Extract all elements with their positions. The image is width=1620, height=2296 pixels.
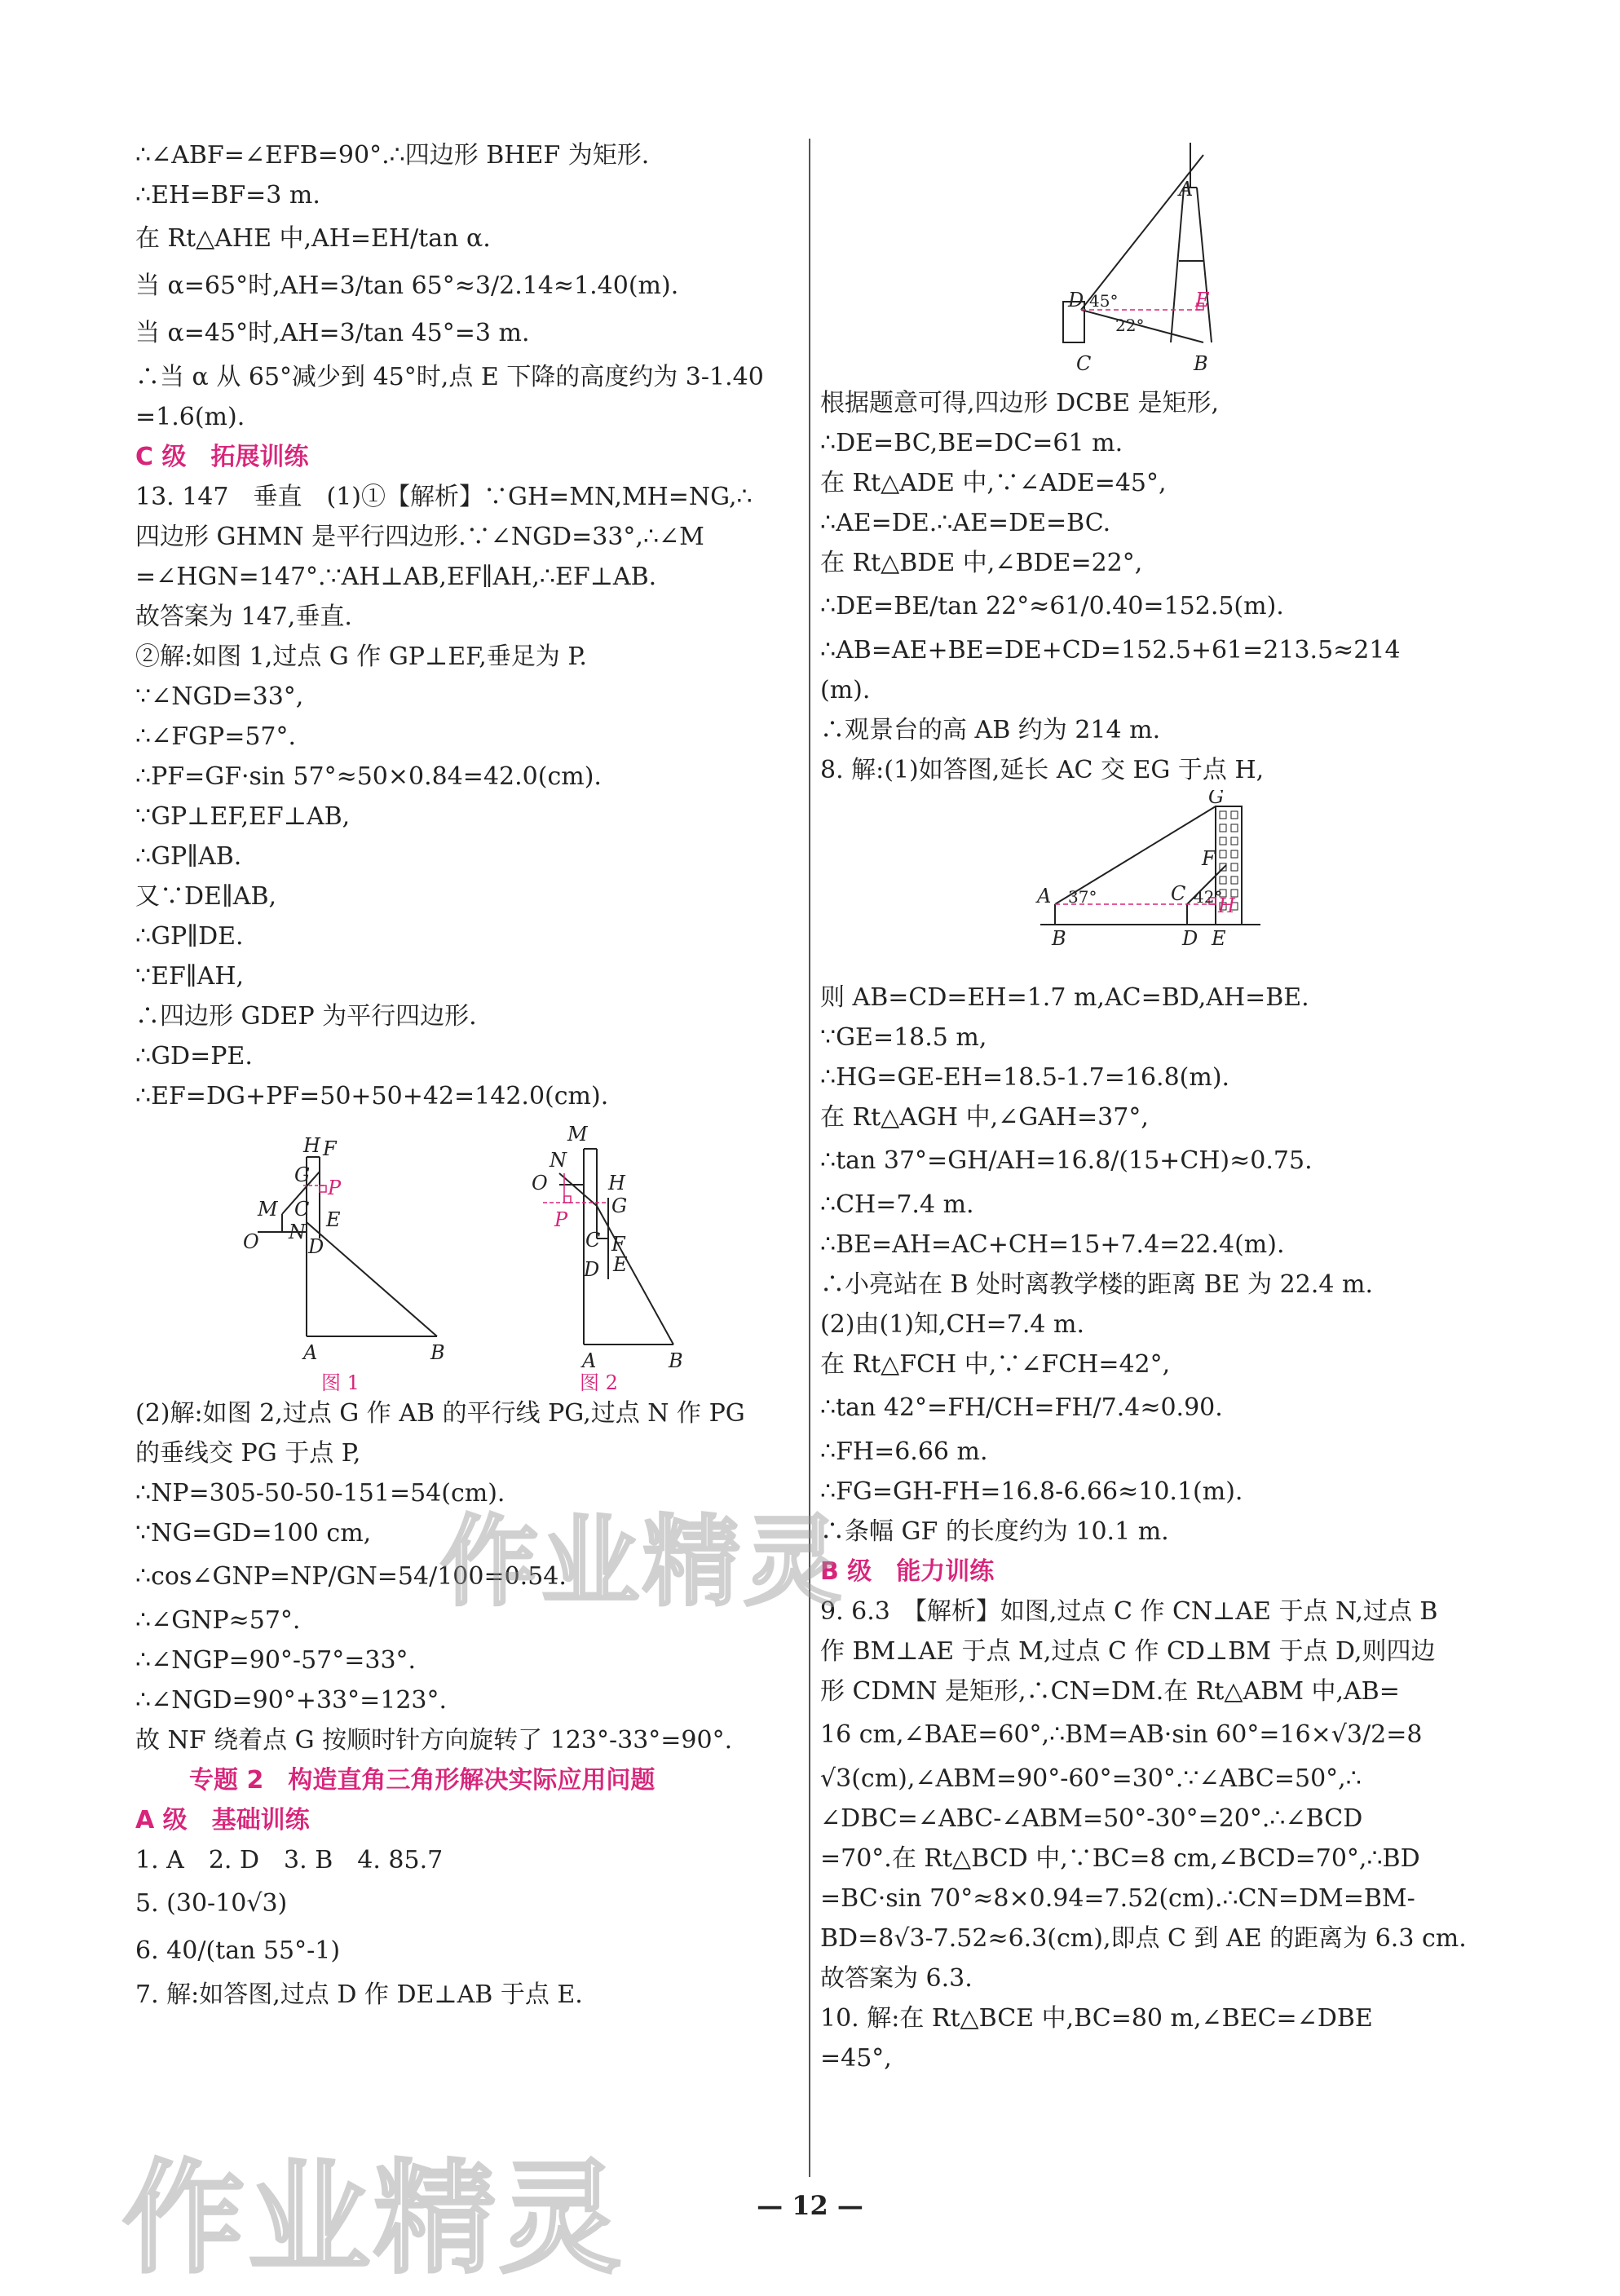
fig2-label: H [608,1172,625,1194]
text-line: 16 cm,∠BAE=60°,∴BM=AB·sin 60°=16×√3/2=8 [820,1720,1423,1749]
text-line: 在 Rt△ADE 中,∵∠ADE=45°, [820,469,1167,497]
building-label: B [1052,927,1066,950]
text-line: ∴∠FGP=57°. [135,722,297,751]
text-line: 13. 147 垂直 (1)①【解析】∵GH=MN,MH=NG,∴ [135,483,753,511]
text-line: 根据题意可得,四边形 DCBE 是矩形, [820,389,1220,417]
fig1-label: F [323,1137,337,1160]
fig2-label: D [584,1258,600,1281]
fig1-label: O [243,1230,259,1253]
tower-label: D [1068,289,1084,311]
text-line: 在 Rt△AHE 中,AH=EH/tan α. [135,224,491,253]
figure-1-and-2-diagram [135,1116,797,1393]
text-line: ∴观景台的高 AB 约为 214 m. [820,716,1161,744]
text-line: 当 α=65°时,AH=3/tan 65°≈3/2.14≈1.40(m). [135,272,679,300]
text-line: 在 Rt△AGH 中,∠GAH=37°, [820,1103,1149,1132]
fig2-label: P [554,1208,568,1231]
text-line: ∴当 α 从 65°减少到 45°时,点 E 下降的高度约为 3-1.40 [135,363,764,391]
text-line: ∴AB=AE+BE=DE+CD=152.5+61=213.5≈214 [820,636,1401,665]
text-line: ∴∠NGD=90°+33°=123°. [135,1686,448,1715]
text-line: 5. (30-10√3) [135,1889,288,1918]
fig2-label: B [669,1349,683,1372]
fig1-label: E [326,1208,341,1231]
text-line: 1. A 2. D 3. B 4. 85.7 [135,1846,444,1874]
tower-label: C [1076,352,1092,375]
text-line: (m). [820,676,871,704]
text-line: 又∵DE∥AB, [135,882,277,911]
text-line: 7. 解:如答图,过点 D 作 DE⊥AB 于点 E. [135,1980,583,2009]
building-label: E [1212,927,1226,950]
text-line: =1.6(m). [135,403,245,431]
page-number: — 12 — [757,2190,863,2221]
text-line: 10. 解:在 Rt△BCE 中,BC=80 m,∠BEC=∠DBE [820,2004,1373,2033]
tower-label: A [1179,178,1194,201]
text-line: ∵∠NGD=33°, [135,682,304,711]
watermark: 作业精灵 [440,1506,845,1619]
fig1-label: P [328,1177,342,1199]
text-line: 6. 40/(tan 55°-1) [135,1936,341,1965]
topic-heading: 专题 2 构造直角三角形解决实际应用问题 [189,1766,656,1795]
text-line: ∴HG=GE-EH=18.5-1.7=16.8(m). [820,1063,1230,1092]
fig2-label: A [582,1349,597,1372]
fig2-label: E [613,1253,628,1276]
text-line: ∴EF=DG+PF=50+50+42=142.0(cm). [135,1082,609,1110]
tower-label: 22° [1115,316,1145,335]
text-line: ∴∠GNP≈57°. [135,1606,301,1635]
text-line: 8. 解:(1)如答图,延长 AC 交 EG 于点 H, [820,756,1265,784]
section-heading-a: A 级 基础训练 [135,1806,310,1835]
tower-label: 45° [1089,291,1119,311]
text-line: 作 BM⊥AE 于点 M,过点 C 作 CD⊥BM 于点 D,则四边 [820,1637,1436,1666]
text-line: =70°.在 Rt△BCD 中,∵BC=8 cm,∠BCD=70°,∴BD [820,1844,1420,1873]
text-line: ∴GD=PE. [135,1042,253,1071]
text-line: ∴FH=6.66 m. [820,1437,988,1466]
text-line: ②解:如图 1,过点 G 作 GP⊥EF,垂足为 P. [135,642,587,671]
text-line: ∴AE=DE.∴AE=DE=BC. [820,509,1111,537]
text-line: ∵GE=18.5 m, [820,1023,987,1052]
text-line: ∴GP∥DE. [135,922,244,951]
building-label: 42° [1194,887,1223,907]
text-line: ∴FG=GH-FH=16.8-6.66≈10.1(m). [820,1477,1243,1506]
tower-diagram [820,139,1482,383]
text-line: 故 NF 绕着点 G 按顺时针方向旋转了 123°-33°=90°. [135,1726,733,1755]
fig2-label: N [550,1149,567,1172]
left-column [135,135,797,2015]
tower-label: B [1194,352,1208,375]
text-line: =BC·sin 70°≈8×0.94=7.52(cm).∴CN=DM=BM- [820,1884,1415,1913]
text-line: ∴tan 42°=FH/CH=FH/7.4≈0.90. [820,1393,1223,1422]
text-line: 在 Rt△FCH 中,∵∠FCH=42°, [820,1350,1171,1379]
building-label: C [1171,882,1186,905]
text-line: 形 CDMN 是矩形,∴CN=DM.在 Rt△ABM 中,AB= [820,1677,1400,1706]
section-heading-b: B 级 能力训练 [820,1557,995,1586]
watermark: 作业精灵 [122,2148,625,2290]
tower-label: E [1195,289,1210,311]
right-column [820,139,1482,2078]
fig1-label: C [294,1198,310,1221]
text-line: ∴EH=BF=3 m. [135,181,320,210]
text-line: ∴NP=305-50-50-151=54(cm). [135,1479,505,1508]
text-line: (2)解:如图 2,过点 G 作 AB 的平行线 PG,过点 N 作 PG [135,1399,745,1428]
tower-figure [820,139,1482,383]
text-line: ∴∠ABF=∠EFB=90°.∴四边形 BHEF 为矩形. [135,141,650,170]
text-line: ∴DE=BE/tan 22°≈61/0.40=152.5(m). [820,592,1284,620]
building-figure [820,790,1482,978]
column-divider [809,139,810,2177]
fig1-label: D [308,1235,324,1258]
text-line: ∴条幅 GF 的长度约为 10.1 m. [820,1517,1169,1546]
text-line: 故答案为 6.3. [820,1964,973,1993]
text-line: =45°, [820,2044,892,2073]
text-line: 的垂线交 PG 于点 P, [135,1439,361,1468]
text-line: ∴PF=GF·sin 57°≈50×0.84=42.0(cm). [135,762,602,791]
fig1-label: M [258,1198,278,1221]
text-line: =∠HGN=147°.∵AH⊥AB,EF∥AH,∴EF⊥AB. [135,563,657,591]
fig1-label: B [430,1341,445,1364]
text-line: 当 α=45°时,AH=3/tan 45°=3 m. [135,319,530,347]
text-line: ∴小亮站在 B 处时离教学楼的距离 BE 为 22.4 m. [820,1270,1373,1299]
text-line: ∵EF∥AH, [135,962,245,991]
text-line: 在 Rt△BDE 中,∠BDE=22°, [820,549,1143,577]
text-line: BD=8√3-7.52≈6.3(cm),即点 C 到 AE 的距离为 6.3 cm. [820,1924,1467,1953]
fig2-label: F [611,1233,625,1256]
section-heading-c: C 级 拓展训练 [135,443,309,471]
building-label: H [1218,894,1235,917]
text-line: ∴DE=BC,BE=DC=61 m. [820,429,1123,457]
text-line: 则 AB=CD=EH=1.7 m,AC=BD,AH=BE. [820,983,1309,1012]
text-line: ∵GP⊥EF,EF⊥AB, [135,802,351,831]
text-line: ∴cos∠GNP=NP/GN=54/100=0.54. [135,1562,567,1591]
fig2-label: G [611,1194,628,1217]
fig1-label: G [294,1163,311,1186]
text-line: ∴CH=7.4 m. [820,1190,974,1219]
fig2-label: M [567,1123,588,1146]
figures-1-2 [135,1116,797,1393]
building-diagram [820,790,1482,978]
text-line: 9. 6.3 【解析】如图,过点 C 作 CN⊥AE 于点 N,过点 B [820,1597,1438,1626]
building-label: G [1208,790,1225,808]
building-label: F [1202,847,1216,870]
text-line: ∴∠NGP=90°-57°=33°. [135,1646,417,1675]
building-label: D [1182,927,1198,950]
text-line: ∠DBC=∠ABC-∠ABM=50°-30°=20°.∴∠BCD [820,1804,1363,1833]
fig1-label: N [289,1221,306,1243]
text-line: (2)由(1)知,CH=7.4 m. [820,1310,1085,1339]
text-line: ∴tan 37°=GH/AH=16.8/(15+CH)≈0.75. [820,1146,1313,1175]
fig2-label: O [532,1172,548,1194]
fig1-caption: 图 1 [321,1371,360,1393]
text-line: ∴GP∥AB. [135,842,242,871]
building-label: 37° [1068,887,1097,907]
fig2-caption: 图 2 [580,1371,618,1393]
fig1-label: H [303,1134,320,1157]
fig2-label: C [585,1229,601,1252]
text-line: 四边形 GHMN 是平行四边形.∵∠NGD=33°,∴∠M [135,523,704,551]
text-line: ∴BE=AH=AC+CH=15+7.4=22.4(m). [820,1230,1285,1259]
building-label: A [1037,885,1052,907]
text-line: 故答案为 147,垂直. [135,603,352,631]
text-line: √3(cm),∠ABM=90°-60°=30°.∵∠ABC=50°,∴ [820,1764,1362,1793]
text-line: ∵NG=GD=100 cm, [135,1519,372,1548]
text-line: ∴四边形 GDEP 为平行四边形. [135,1002,477,1031]
fig1-label: A [303,1341,318,1364]
